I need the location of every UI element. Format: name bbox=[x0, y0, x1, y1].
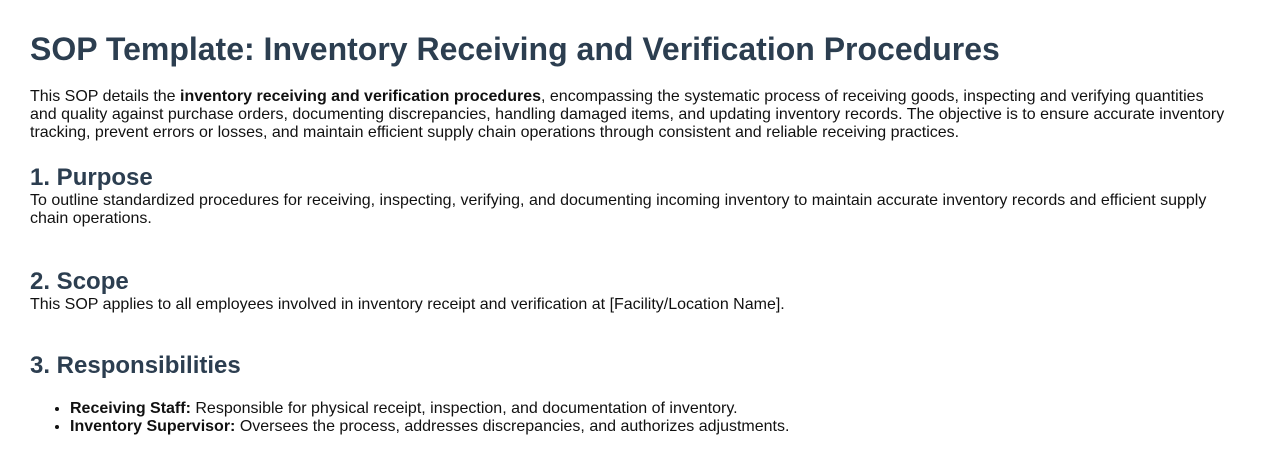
list-item bbox=[70, 418, 1233, 436]
role-description: Responsible for physical receipt, inspection, and documentation of inventory. bbox=[190, 400, 738, 417]
scope-heading: 2. Scope bbox=[30, 268, 129, 295]
role-label: Receiving Staff: bbox=[70, 400, 191, 417]
responsibilities-heading: 3. Responsibilities bbox=[30, 352, 241, 379]
purpose-heading: 1. Purpose bbox=[30, 164, 153, 191]
responsibilities-list bbox=[30, 400, 1233, 436]
list-item bbox=[70, 400, 1233, 418]
intro-text-before: This SOP details the bbox=[30, 88, 180, 105]
intro-paragraph bbox=[30, 88, 1230, 142]
purpose-text: To outline standardized procedures for receiving, inspecting, verifying, and documenting incoming inventory to maintain accurate inventory records and efficient supply chain operations. bbox=[30, 192, 1207, 227]
role-label: Inventory Supervisor: bbox=[70, 418, 236, 435]
intro-text-after: , encompassing the systematic process of receiving goods, inspecting and verifying quantities and quality against purchase orders, documenting discrepancies, handling damaged items, and updating inventory records. The objective is to ensure accurate inventory tracking, prevent errors or losses, and maintain efficient supply chain operations through consistent and reliable receiving practices. bbox=[30, 88, 1225, 141]
scope-text: This SOP applies to all employees involved in inventory receipt and verification at [Facility/Location Name]. bbox=[30, 296, 785, 313]
role-description: Oversees the process, addresses discrepancies, and authorizes adjustments. bbox=[235, 418, 790, 435]
intro-bold-text: inventory receiving and verification procedures bbox=[180, 88, 541, 105]
page-title: SOP Template: Inventory Receiving and Verification Procedures bbox=[30, 31, 1000, 67]
